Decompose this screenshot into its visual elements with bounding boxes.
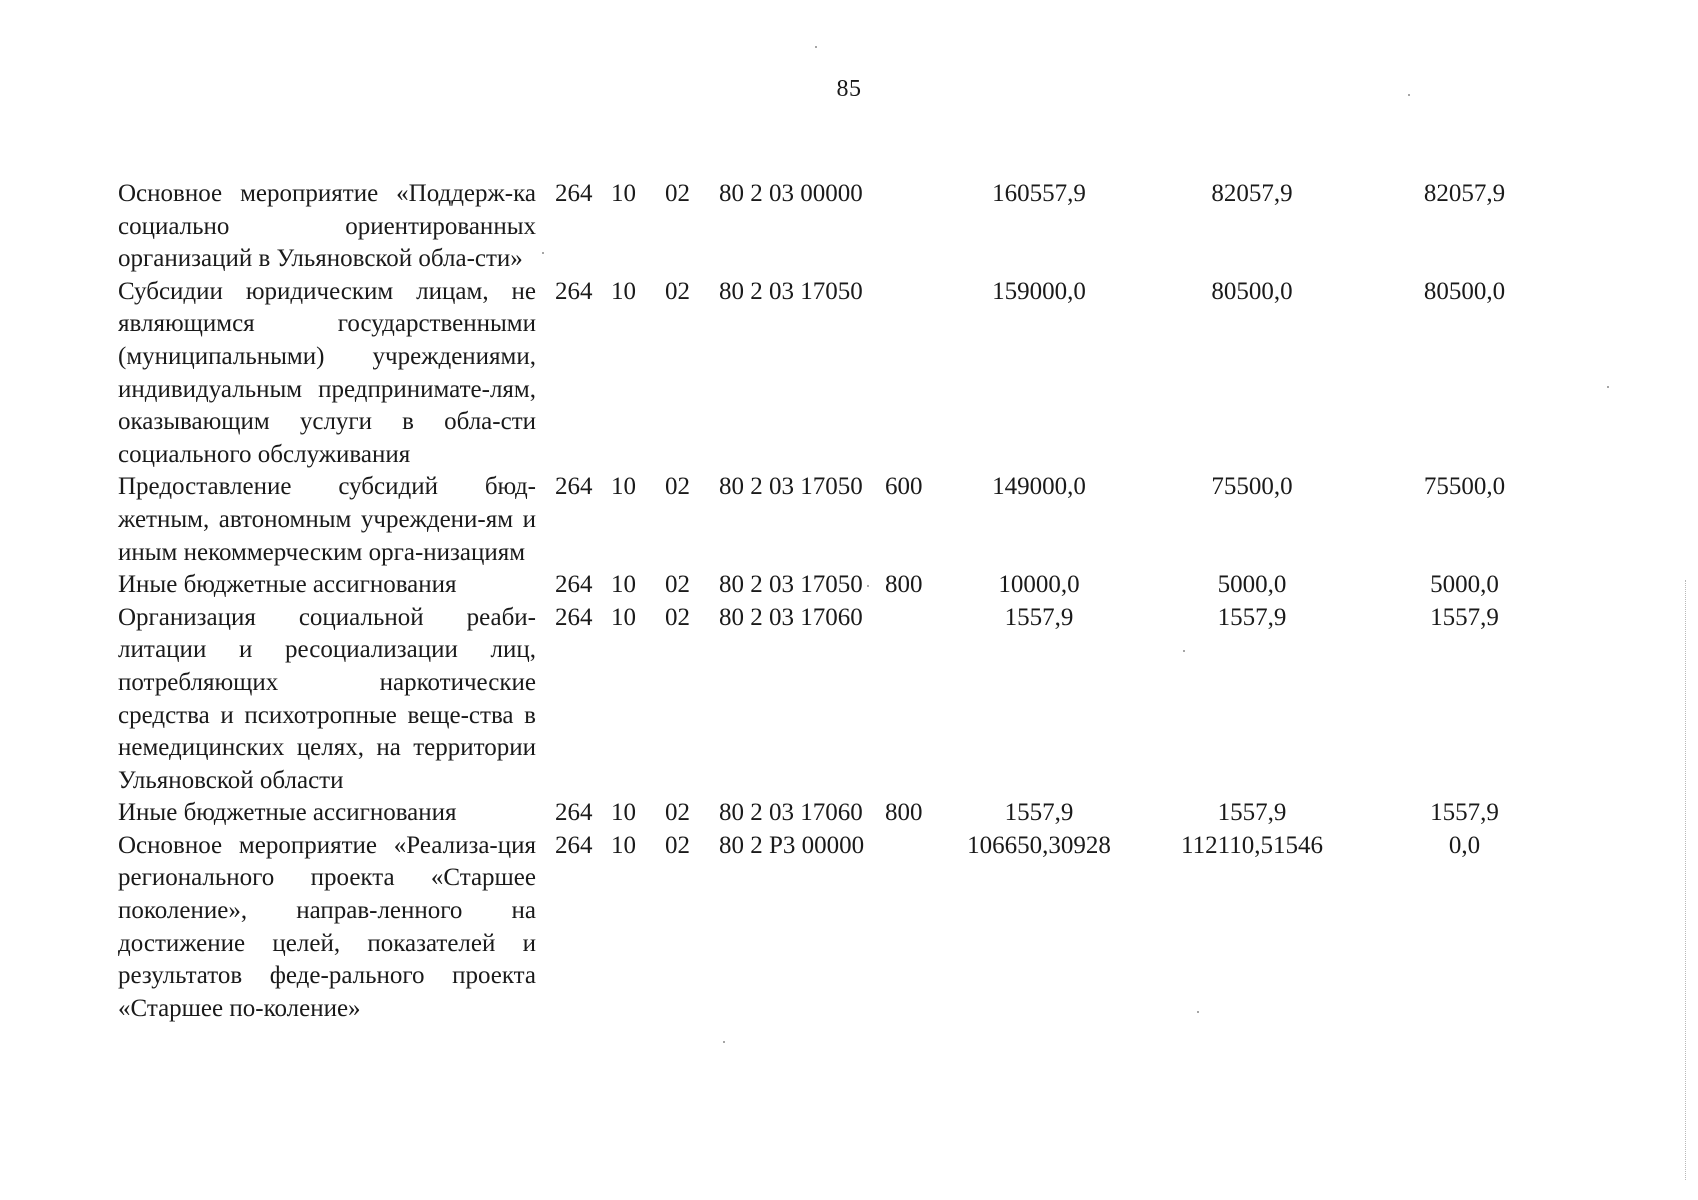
subsection-code: 02 (665, 473, 690, 501)
section-code: 10 (611, 473, 636, 501)
amount-year-2: 75500,0 (1211, 473, 1293, 501)
target-article-code: 80 2 03 17050 (719, 277, 863, 305)
amount-year-1: 106650,30928 (967, 831, 1111, 859)
table-row (118, 830, 1578, 1026)
amount-year-1: 159000,0 (992, 277, 1086, 305)
expense-type-code: 600 (885, 473, 923, 501)
subsection-code: 02 (665, 180, 690, 207)
amount-year-3: 5000,0 (1430, 571, 1499, 599)
expense-name: Субсидии юридическим лицам, не являющимся государственными (муниципальными) учреждениями, индивидуальным предпринимате-лям, оказывающим услуги в обла-сти социального обслуживания (118, 277, 536, 468)
admin-code: 264 (555, 277, 593, 305)
target-article-code: 80 2 03 17050 (719, 473, 863, 501)
scan-speck (1183, 650, 1185, 652)
section-code: 10 (611, 277, 636, 305)
target-article-code: 80 2 03 17060 (719, 603, 863, 631)
expense-name: Предоставление субсидий бюд-жетным, автономным учреждени-ям и иным некоммерческим орга-низациям (118, 473, 536, 566)
admin-code: 264 (555, 831, 593, 859)
admin-code: 264 (555, 180, 593, 207)
scan-speck (815, 46, 817, 48)
table-row (118, 602, 1578, 798)
section-code: 10 (611, 180, 636, 207)
target-article-code: 80 2 03 17060 (719, 799, 863, 827)
amount-year-3: 1557,9 (1430, 603, 1499, 631)
amount-year-3: 0,0 (1448, 831, 1481, 859)
scan-speck (723, 1041, 725, 1043)
section-code: 10 (611, 603, 636, 631)
amount-year-1: 149000,0 (992, 473, 1086, 501)
amount-year-2: 80500,0 (1211, 277, 1293, 305)
subsection-code: 02 (665, 799, 690, 827)
amount-year-2: 112110,51546 (1181, 831, 1323, 859)
scan-speck (542, 252, 544, 254)
target-article-code: 80 2 03 00000 (719, 180, 863, 207)
amount-year-3: 80500,0 (1423, 277, 1506, 305)
amount-year-3: 1557,9 (1430, 799, 1499, 827)
admin-code: 264 (555, 571, 593, 599)
amount-year-3: 75500,0 (1423, 473, 1506, 501)
amount-year-2: 82057,9 (1211, 180, 1293, 207)
expense-name: Основное мероприятие «Поддерж-ка социально ориентированных организаций в Ульяновской обла-сти» (118, 180, 536, 273)
target-article-code: 80 2 P3 00000 (719, 831, 865, 859)
amount-year-2: 5000,0 (1217, 571, 1287, 599)
subsection-code: 02 (665, 831, 690, 859)
admin-code: 264 (555, 603, 593, 631)
table-row (118, 797, 1578, 830)
table-row (118, 569, 1578, 602)
budget-table (118, 178, 1578, 1025)
scan-speck (1607, 386, 1609, 388)
expense-name: Основное мероприятие «Реализа-ция регионального проекта «Старшее поколение», направ-ленного на достижение целей, показателей и результатов феде-рального проекта «Старшее по-коление» (118, 831, 536, 1022)
scan-speck (1408, 94, 1410, 96)
expense-type-code: 800 (885, 571, 923, 599)
amount-year-1: 1557,9 (1004, 799, 1074, 827)
table-row (118, 178, 1578, 276)
subsection-code: 02 (665, 277, 690, 305)
amount-year-1: 1557,9 (1004, 603, 1074, 631)
expense-name: Иные бюджетные ассигнования (118, 799, 457, 827)
scan-edge (1684, 580, 1686, 1180)
admin-code: 264 (555, 473, 593, 501)
section-code: 10 (611, 799, 636, 827)
table-row (118, 471, 1578, 569)
amount-year-2: 1557,9 (1217, 799, 1287, 827)
expense-type-code: 800 (885, 799, 923, 827)
subsection-code: 02 (665, 603, 690, 631)
amount-year-1: 10000,0 (998, 571, 1080, 599)
scan-speck (867, 585, 869, 587)
page-number: 85 (836, 76, 862, 102)
subsection-code: 02 (665, 571, 690, 599)
amount-year-3: 82057,9 (1423, 180, 1506, 207)
expense-name: Организация социальной реаби-литации и ресоциализации лиц, потребляющих наркотические средства и психотропные веще-ства в немедицинских целях, на территории Ульяновской области (118, 603, 536, 794)
admin-code: 264 (555, 799, 593, 827)
expense-name: Иные бюджетные ассигнования (118, 571, 457, 599)
section-code: 10 (611, 831, 636, 859)
amount-year-1: 160557,9 (992, 180, 1086, 207)
scan-speck (1197, 1011, 1199, 1013)
amount-year-2: 1557,9 (1217, 603, 1287, 631)
table-row (118, 276, 1578, 472)
section-code: 10 (611, 571, 636, 599)
target-article-code: 80 2 03 17050 (719, 571, 863, 599)
